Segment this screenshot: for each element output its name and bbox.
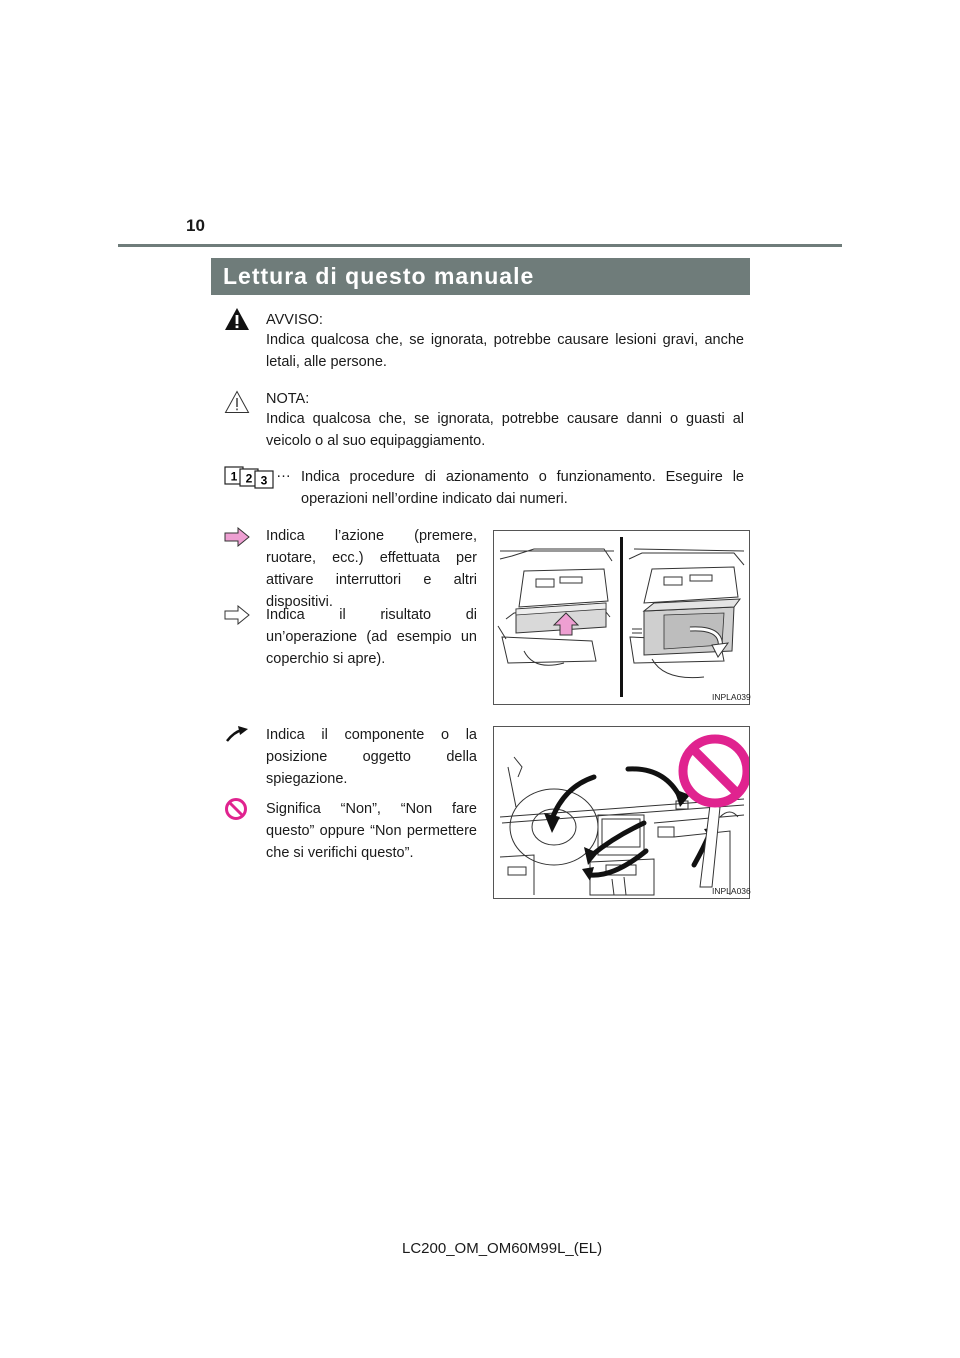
pointer-arrow-icon <box>224 724 250 744</box>
step-number-3: 3 <box>260 473 268 488</box>
prohibition-icon <box>224 797 248 821</box>
warning-label: AVVISO: <box>266 312 323 328</box>
figure-code: INPLA036 <box>712 886 751 896</box>
action-text: Indica l’azione (premere, ruotare, ecc.) effettuata per attivare interruttori e altri dispositivi. <box>266 528 477 610</box>
dashboard-illustration <box>494 727 749 898</box>
pointer-text: Indica il componente o la posizione oggetto della spiegazione. <box>266 727 477 787</box>
step-numbers-icon <box>224 465 276 489</box>
caution-text: Indica qualcosa che, se ignorata, potrebbe causare danni o guasti al veicolo o al suo equipaggiamento. <box>266 411 744 449</box>
result-text: Indica il risultato di un’operazione (ad esempio un coperchio si apre). <box>266 607 477 667</box>
step-number-1: 1 <box>230 469 238 484</box>
result-arrow-outline-icon <box>224 605 250 625</box>
figure-dashboard <box>493 726 750 899</box>
action-arrow-pink-icon <box>224 527 250 547</box>
document-code: LC200_OM_OM60M99L_(EL) <box>402 1240 603 1257</box>
warning-triangle-icon <box>224 307 250 331</box>
step-number-2: 2 <box>245 471 253 486</box>
page-number: 10 <box>186 216 205 235</box>
figure-overhead-console <box>493 530 750 705</box>
section-title: Lettura di questo manuale <box>211 258 750 295</box>
header-rule <box>118 244 842 247</box>
caution-triangle-outline-icon <box>224 390 250 414</box>
figure-code: INPLA039 <box>712 692 751 702</box>
steps-text: Indica procedure di azionamento o funzionamento. Eseguire le operazioni nell’ordine indicato dai numeri. <box>301 469 744 507</box>
ellipsis-separator: … <box>276 464 291 481</box>
warning-text: Indica qualcosa che, se ignorata, potrebbe causare lesioni gravi, anche letali, alle persone. <box>266 332 744 370</box>
overhead-console-illustration <box>494 531 749 704</box>
prohibition-text: Significa “Non”, “Non fare questo” oppure “Non permettere che si verifichi questo”. <box>266 801 477 861</box>
caution-label: NOTA: <box>266 391 310 407</box>
